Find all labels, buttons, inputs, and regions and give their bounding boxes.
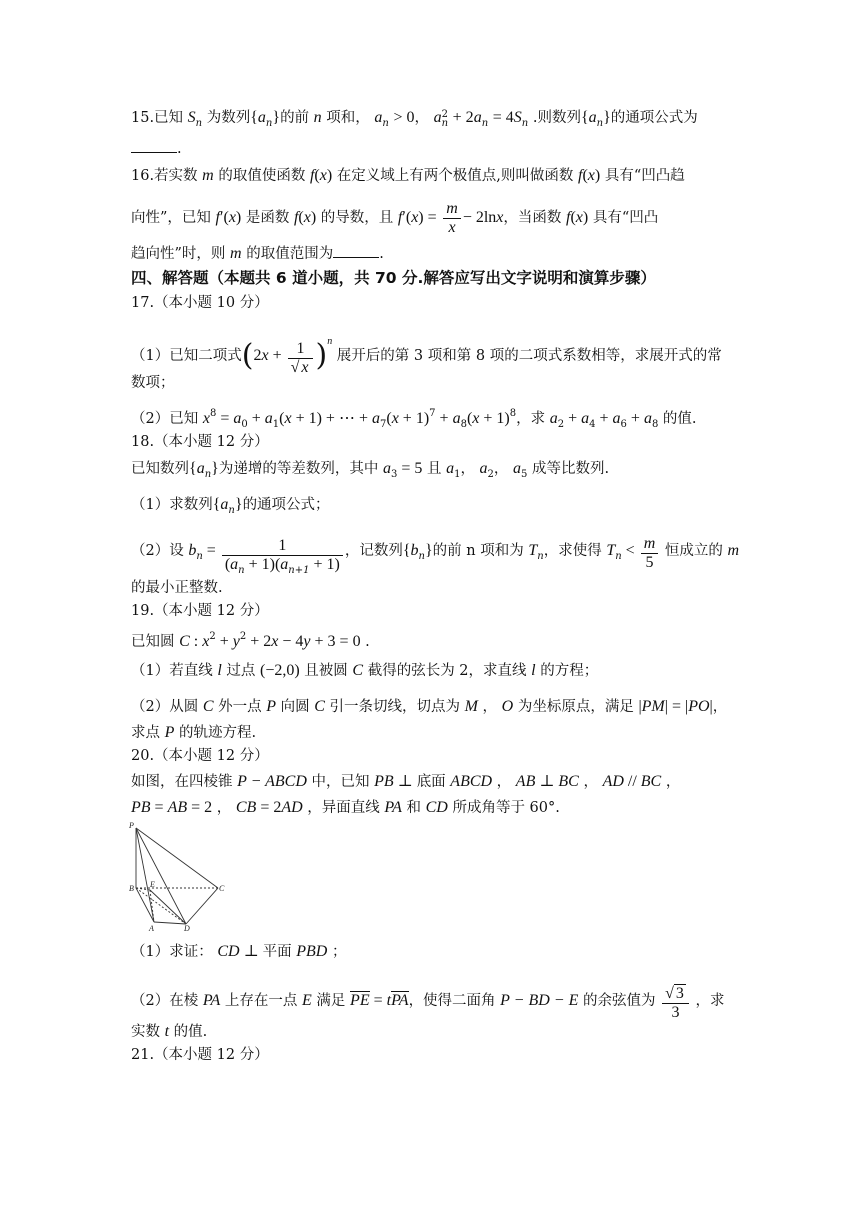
q20-intro1: 如图，在四棱锥 P − ABCD 中，已知 PB ⊥ 底面 ABCD ， AB ⊥ BC ， AD // BC ， [131, 773, 681, 790]
q21-header: 21.（本小题 12 分） [131, 1047, 269, 1063]
q19-part2b: 求点 P 的轨迹方程. [131, 724, 257, 741]
q17-part1: （1）已知二项式(2x + $\frac{1}{√ x}$ )$^n$ 展开后的第 3 项和第 8 项的二项式系数相等，求展开式的常 [131, 336, 722, 376]
q18-part1: （1）求数列$\{a_n\}$的通项公式； [131, 496, 330, 516]
q15-blank: . [131, 138, 732, 159]
q20-part2b: 实数 t 的值. [131, 1023, 208, 1040]
q16-line2: 向性”，已知 f′(x) 是函数 f(x) 的导数，且 f′(x) = $\frac{m}{x}$ − 2lnx，当函数 f(x) 具有“凹凸 [131, 200, 659, 236]
q16-line1: 16.若实数 m 的取值使函数 f(x) 在定义域上有两个极值点,则叫做函数 f(x) 具有“凹凸趋 [131, 167, 685, 184]
q20-part2: （2）在棱 PA 上存在一点 E 满足 PE = tPA，使得二面角 P − BD − E 的余弦值为 $\frac{√ 3}{3}$ ，求 [131, 985, 725, 1021]
answer-blank [333, 243, 379, 258]
q15-line1: 15.已知 $S_n$ 为数列$\{a_n\}$的前 n 项和， $a_n > 0$， a $_{2 n} + 2a_n = 4S_n$ .则数列$\{a_n\}$的通项公式为 [131, 109, 698, 129]
q20-intro2: PB = AB = 2 ， CB = 2AD ，异面直线 PA 和 CD 所成角等于 60°. [131, 799, 560, 816]
q18-intro: 已知数列$\{a_n\}$为递增的等差数列，其中 $a_3 = 5$ 且 $a_1$， $a_2$， $a_5$ 成等比数列. [131, 460, 610, 480]
q18-part2: （2）设 $b_n$ = $\frac{1}{(a_n + 1)(a_{n+1} + 1)}$ ，记数列$\{b_n\}$的前 n 项和为 $T_n$，求使得 $T_n$ < $\frac{m}{5}$ 恒成立的 m [131, 535, 740, 576]
q18-part2b: 的最小正整数. [131, 580, 223, 596]
fig-label-E: E [150, 880, 155, 889]
answer-blank [131, 138, 177, 153]
fig-label-C: C [219, 884, 225, 893]
fig-label-B: B [129, 884, 134, 893]
fig-label-P: P [129, 821, 134, 830]
pyramid-figure [128, 820, 228, 932]
q17-header: 17.（本小题 10 分） [131, 295, 269, 311]
fig-label-A: A [149, 924, 154, 932]
q17-part1b: 数项； [131, 375, 175, 391]
q18-header: 18.（本小题 12 分） [131, 434, 269, 450]
q19-part2: （2）从圆 C 外一点 P 向圆 C 引一条切线，切点为 M ， O 为坐标原点，满足 |PM| = |PO|， [131, 698, 728, 715]
q19-header: 19.（本小题 12 分） [131, 603, 269, 619]
q16-line3: 趋向性”时，则 m 的取值范围为 . [131, 245, 384, 262]
q17-part2: （2）已知 $x^8 = a_0 + a_1(x + 1)$ + ⋯ + $a_7(x + 1)^7 + a_8(x + 1)^8$，求 $a_2 + a_4 + a_6 + a_8$ 的值. [131, 408, 697, 430]
q20-part1: （1）求证： CD ⊥ 平面 PBD ； [131, 943, 347, 960]
q20-header: 20.（本小题 12 分） [131, 748, 269, 764]
fig-label-D: D [184, 924, 190, 932]
q19-intro: 已知圆 C : $x^2 + y^2 + 2x - 4y + 3 = 0$ . [131, 631, 370, 650]
section-heading: 四、解答题（本题共 6 道小题，共 70 分.解答应写出文字说明和演算步骤） [131, 269, 656, 287]
q19-part1: （1）若直线 l 过点 (−2,0) 且被圆 C 截得的弦长为 2，求直线 l 的方程； [131, 662, 599, 679]
